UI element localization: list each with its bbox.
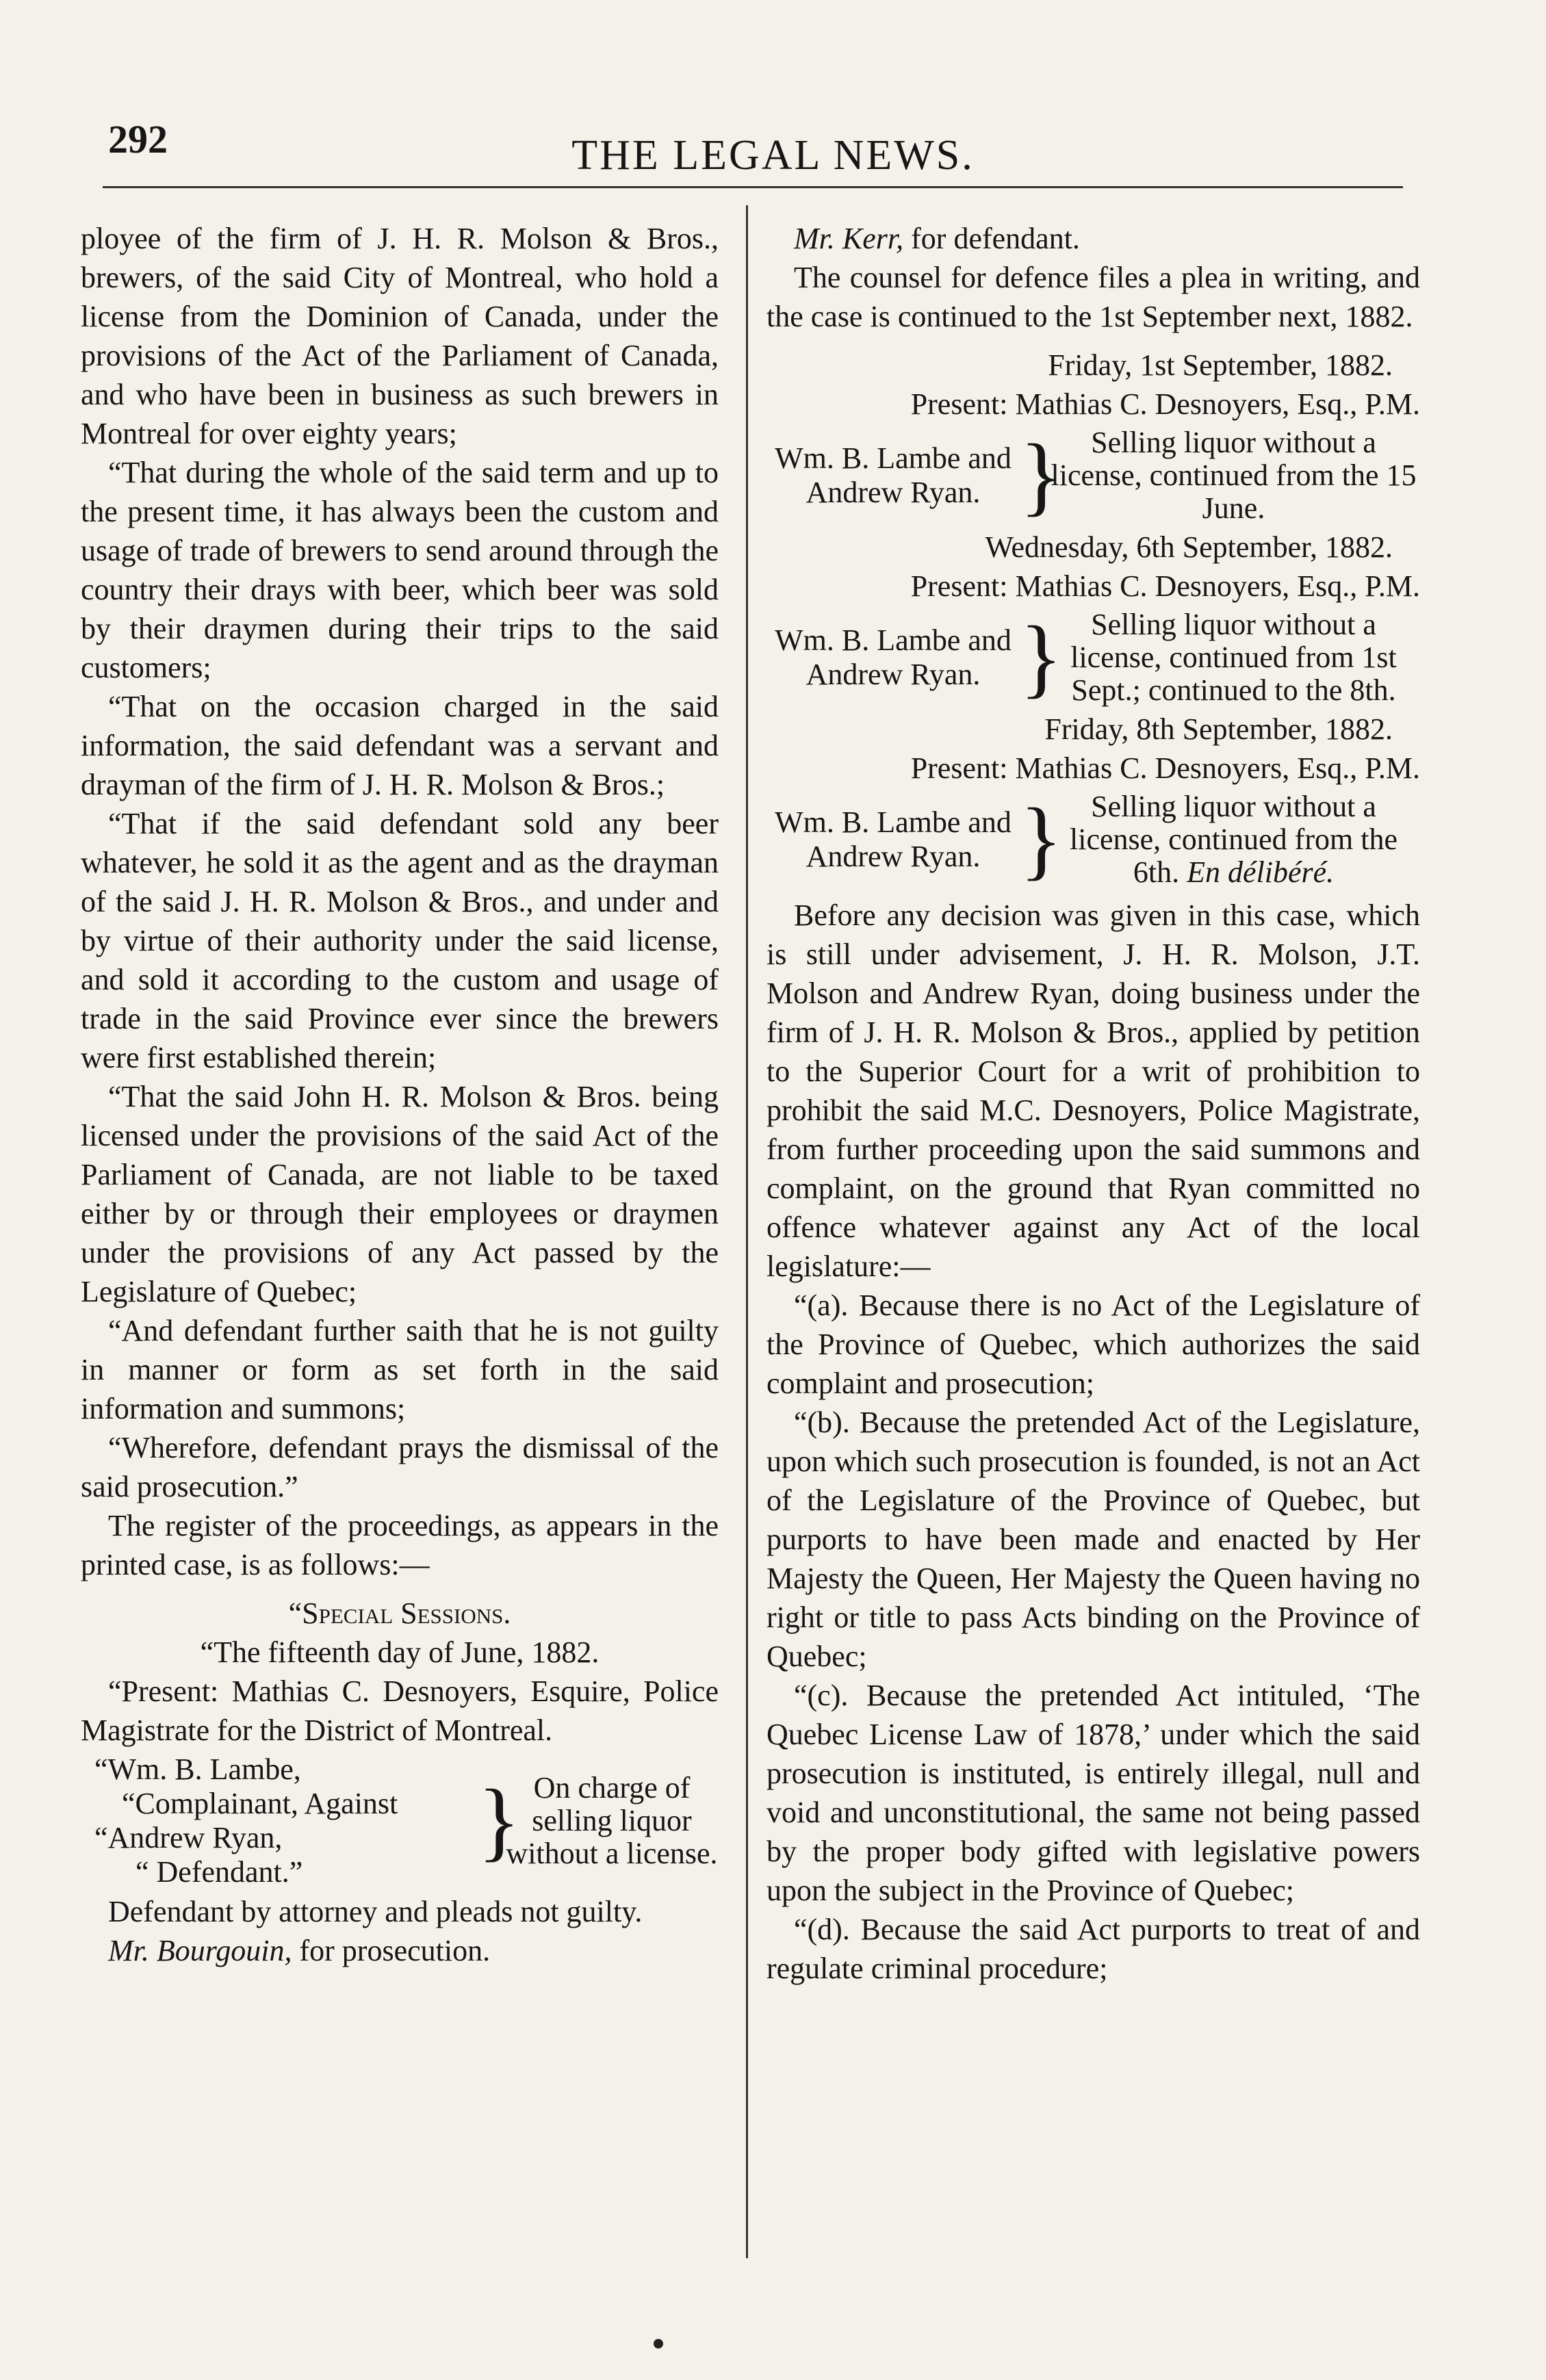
paragraph: “Wherefore, defendant prays the dismissal of the said prosecution.”	[81, 1431, 719, 1503]
paragraph: “(a). Because there is no Act of the Legislature of the Province of Quebec, which authorizes the said complaint and prosecution;	[766, 1289, 1420, 1400]
case-entry	[766, 426, 1420, 525]
paragraph: “That during the whole of the said term and up to the present time, it has always been the custom and usage of trade of brewers to send around through the country their drays with beer, which beer was sold by their draymen during their trips to the said customers;	[81, 456, 719, 684]
left-column	[81, 219, 719, 1970]
right-column	[766, 219, 1420, 1988]
paragraph: Defendant by attorney and pleads not guilty.	[108, 1895, 643, 1928]
paragraph: “(d). Because the said Act purports to treat of and regulate criminal procedure;	[766, 1913, 1420, 1985]
column-divider	[746, 205, 748, 2258]
case-entry	[766, 790, 1420, 889]
brace: }	[478, 1772, 521, 1870]
paragraph: Before any decision was given in this case, which is still under advisement, J. H. R. Molson, J.T. Molson and Andrew Ryan, doing business under the firm of J. H. R. Molson & Bros., applied by petition to the Superior Court for a writ of prohibition to prohibit the said M.C. Desnoyers, Police Magistrate, from further proceeding upon the said summons and complaint, on the ground that Ryan committed no offence whatever against any Act of the local legislature:—	[766, 898, 1420, 1283]
page-header	[0, 0, 1546, 226]
session-date: Friday, 8th September, 1882.	[1044, 712, 1393, 746]
present-line: Present: Mathias C. Desnoyers, Esq., P.M.	[910, 751, 1420, 785]
case-entry	[766, 608, 1420, 707]
bullet-mark	[654, 2339, 663, 2349]
case-parties: Wm. B. Lambe and Andrew Ryan.	[775, 623, 1012, 691]
paragraph: “That if the said defendant sold any beer whatever, he sold it as the agent and as the drayman of the said J. H. R. Molson & Bros., and under and by virtue of their authority under the said license, and sold it according to the custom and usage of trade in the said Province ever since the brewers were first established therein;	[81, 807, 719, 1074]
paragraph: “(b). Because the pretended Act of the Legislature, upon which such prosecution is founded, is not an Act of the Legislature of the Province of Quebec, but purports to have been made and enacted by Her Majesty the Queen, Her Majesty the Queen having no right or title to pass Acts binding on the Province of Quebec;	[766, 1406, 1420, 1673]
session-heading: “Special Sessions.	[288, 1596, 511, 1630]
paragraph: “That the said John H. R. Molson & Bros. being licensed under the provisions of the said Act of the Parliament of Canada, are not liable to be taxed either by or through their employees or draymen under the provisions of any Act passed by the Legislature of Quebec;	[81, 1080, 719, 1308]
case-caption	[81, 1752, 719, 1889]
case-description: Selling liquor without a license, continued from 1st Sept.; continued to the 8th.	[1070, 608, 1397, 707]
paragraph: Mr. Bourgouin, for prosecution.	[108, 1934, 491, 1967]
paragraph: “That on the occasion charged in the said information, the said defendant was a servant and drayman of the firm of J. H. R. Molson & Bros.;	[81, 690, 719, 801]
paragraph: Mr. Kerr, for defendant.	[794, 222, 1080, 255]
journal-title: THE LEGAL NEWS.	[571, 132, 975, 179]
session-date: Wednesday, 6th September, 1882.	[985, 530, 1393, 564]
present-line: Present: Mathias C. Desnoyers, Esq., P.M.	[910, 387, 1420, 421]
brace: }	[1020, 426, 1063, 525]
paragraph: “And defendant further saith that he is not guilty in manner or form as set forth in the said information and summons;	[81, 1314, 719, 1425]
case-description: On charge of selling liquor without a license.	[506, 1771, 718, 1870]
page-number: 292	[108, 117, 168, 161]
present-line: Present: Mathias C. Desnoyers, Esq., P.M.	[910, 569, 1420, 603]
paragraph: The counsel for defence files a plea in writing, and the case is continued to the 1st September next, 1882.	[766, 261, 1420, 333]
case-description: Selling liquor without a license, continued from the 15 June.	[1051, 426, 1417, 525]
paragraph: “(c). Because the pretended Act intituled, ‘The Quebec License Law of 1878,’ under which the said prosecution is instituted, is entirely illegal, null and void and unconstitutional, the same not being passed by the proper body gifted with legislative powers upon the subject in the Province of Quebec;	[766, 1679, 1420, 1907]
paragraph: ployee of the firm of J. H. R. Molson & Bros., brewers, of the said City of Montreal, who hold a license from the Dominion of Canada, under the provisions of the Act of the Parliament of Canada, and who have been in business as such brewers in Montreal for over eighty years;	[81, 222, 719, 450]
case-parties: “Wm. B. Lambe, “Complainant, Against “Andrew Ryan, “ Defendant.”	[94, 1752, 398, 1889]
session-date: “The fifteenth day of June, 1882.	[200, 1635, 600, 1669]
brace: }	[1020, 608, 1063, 707]
case-parties: Wm. B. Lambe and Andrew Ryan.	[775, 441, 1012, 509]
paragraph: The register of the proceedings, as appears in the printed case, is as follows:—	[81, 1509, 719, 1581]
brace: }	[1020, 790, 1063, 889]
case-description: Selling liquor without a license, continued from the 6th. En délibéré.	[1070, 790, 1397, 889]
case-parties: Wm. B. Lambe and Andrew Ryan.	[775, 805, 1012, 873]
header-rule	[103, 186, 1403, 188]
session-date: Friday, 1st September, 1882.	[1048, 348, 1393, 382]
present-line: “Present: Mathias C. Desnoyers, Esquire, Police Magistrate for the District of Montreal.	[81, 1674, 719, 1747]
